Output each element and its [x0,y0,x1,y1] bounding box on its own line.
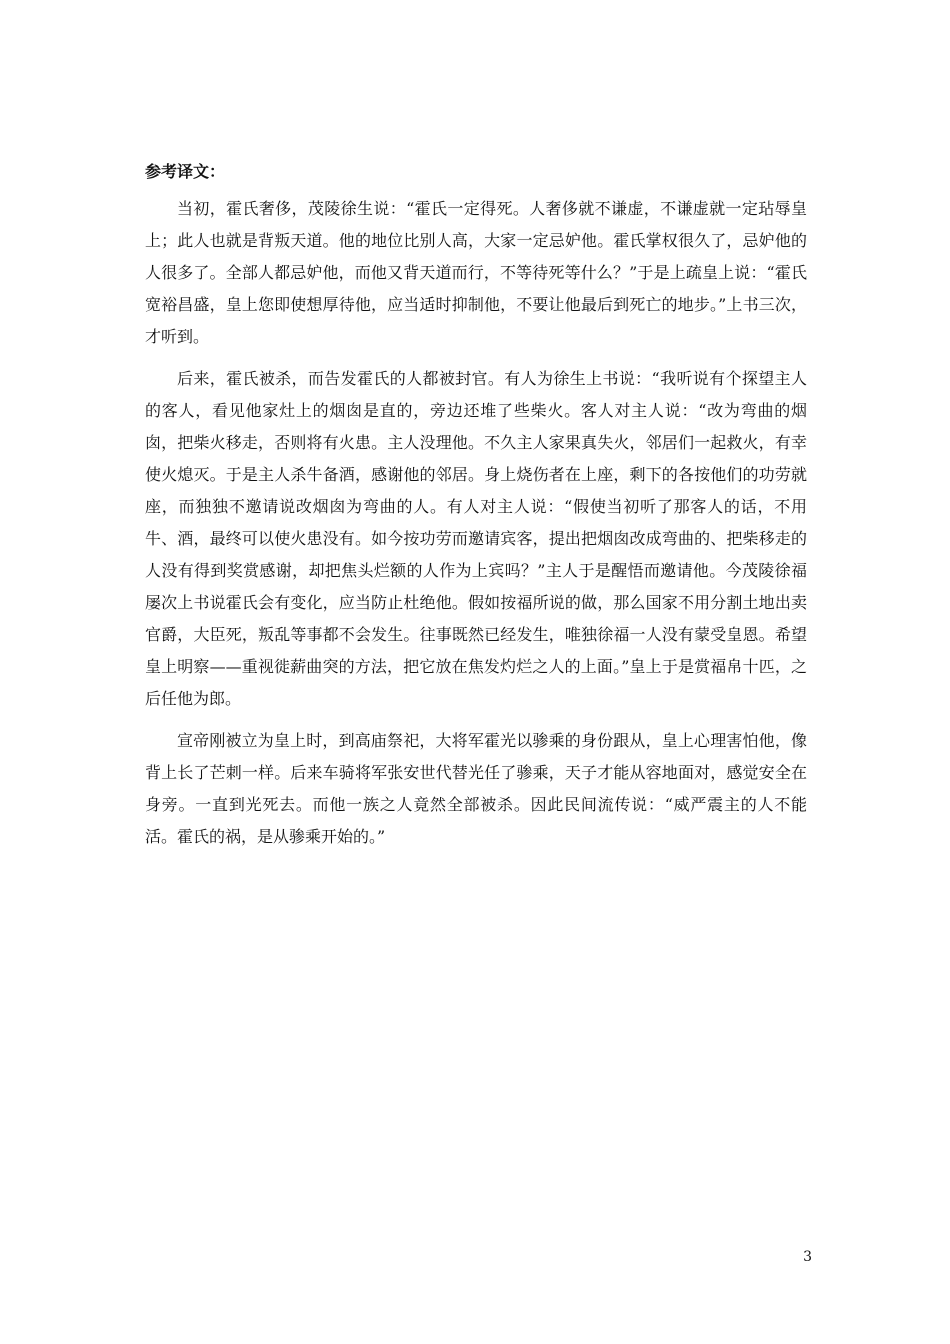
document-body [145,161,807,853]
section-heading: 参考译文： [145,162,226,181]
page-number: 3 [803,1249,812,1265]
paragraph-1: 当初，霍氏奢侈，茂陵徐生说：“霍氏一定得死。人奢侈就不谦虚，不谦虚就一定玷辱皇上；此人也就是背叛天道。他的地位比别人高，大家一定忌妒他。霍氏掌权很久了，忌妒他的人很多了。全部人都忌妒他，而他又背天道而行，不等待死等什么？”于是上疏皇上说：“霍氏宽裕昌盛，皇上您即使想厚待他，应当适时抑制他，不要让他最后到死亡的地步。”上书三次，才听到。 [145,199,807,346]
paragraph-2: 后来，霍氏被杀，而告发霍氏的人都被封官。有人为徐生上书说：“我听说有个探望主人的客人，看见他家灶上的烟囱是直的，旁边还堆了些柴火。客人对主人说：“改为弯曲的烟囱，把柴火移走，否则将有火患。主人没理他。不久主人家果真失火，邻居们一起救火，有幸使火熄灭。于是主人杀牛备酒，感谢他的邻居。身上烧伤者在上座，剩下的各按他们的功劳就座，而独独不邀请说改烟囱为弯曲的人。有人对主人说：“假使当初听了那客人的话，不用牛、酒，最终可以使火患没有。如今按功劳而邀请宾客，提出把烟囱改成弯曲的、把柴移走的人没有得到奖赏感谢，却把焦头烂额的人作为上宾吗？”主人于是醒悟而邀请他。今茂陵徐福屡次上书说霍氏会有变化，应当防止杜绝他。假如按福所说的做，那么国家不用分割土地出卖官爵，大臣死，叛乱等事都不会发生。往事既然已经发生，唯独徐福一人没有蒙受皇恩。希望皇上明察——重视徙薪曲突的方法，把它放在焦发灼烂之人的上面。”皇上于是赏福帛十匹，之后任他为郎。 [145,369,807,708]
paragraph-3: 宣帝刚被立为皇上时，到高庙祭祀，大将军霍光以骖乘的身份跟从，皇上心理害怕他，像背上长了芒刺一样。后来车骑将军张安世代替光任了骖乘，天子才能从容地面对，感觉安全在身旁。一直到光死去。而他一族之人竟然全部被杀。因此民间流传说：“威严震主的人不能活。霍氏的祸，是从骖乘开始的。” [145,731,807,846]
